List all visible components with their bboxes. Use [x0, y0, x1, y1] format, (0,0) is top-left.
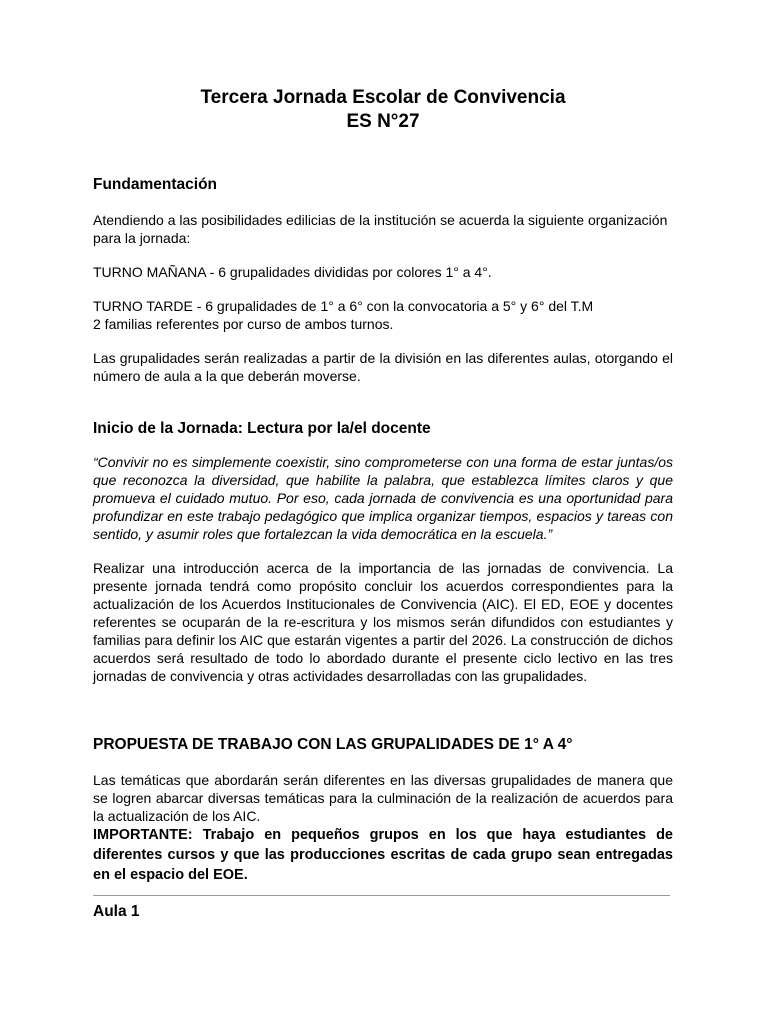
convivencia-quote: “Convivir no es simplemente coexistir, sino comprometerse con una forma de estar juntas/os que reconozca la diversidad, que habilite la palabra, que establezca límites claros y que promueva el cuidado mutuo. Por eso, cada jornada de convivencia es una oportunidad para profundizar en este trabajo pedagógico que implica organizar tiempos, espacios y tareas con sentido, y asumir roles que fortalezcan la vida democrática en la escuela.”: [93, 454, 673, 542]
turno-tarde-text: TURNO TARDE - 6 grupalidades de 1° a 6° con la convocatoria a 5° y 6° del T.M: [93, 298, 594, 314]
familias-referentes-text: 2 familias referentes por curso de ambos turnos.: [93, 316, 394, 332]
importante-note: IMPORTANTE: Trabajo en pequeños grupos en los que haya estudiantes de diferentes cursos y que las producciones escritas de cada grupo sean entregadas en el espacio del EOE.: [93, 827, 673, 883]
fundamentacion-intro: Atendiendo a las posibilidades edilicias de la institución se acuerda la siguiente organización para la jornada:: [93, 212, 668, 246]
title-line-1: Tercera Jornada Escolar de Convivencia: [200, 87, 566, 108]
propuesta-body: Las temáticas que abordarán serán diferentes en las diversas grupalidades de manera que se logren abarcar diversas temáticas para la culminación de la realización de acuerdos para la actualización de los AIC.: [93, 772, 673, 824]
propuesta-heading: PROPUESTA DE TRABAJO CON LAS GRUPALIDADES DE 1° A 4°: [93, 736, 573, 753]
title-line-2: ES N°27: [346, 111, 420, 132]
document-title: [93, 0, 673, 134]
inicio-heading: Inicio de la Jornada: Lectura por la/el docente: [93, 420, 431, 437]
fundamentacion-heading: Fundamentación: [93, 176, 218, 193]
introduccion-paragraph: Realizar una introducción acerca de la importancia de las jornadas de convivencia. La presente jornada tendrá como propósito concluir los acuerdos correspondientes para la actualización de los Acuerdos Institucionales de Convivencia (AIC). El ED, EOE y docentes referentes se ocuparán de la re-escritura y los mismos serán difundidos con estudiantes y familias para definir los AIC que estarán vigentes a partir del 2026. La construcción de dichos acuerdos será resultado de todo lo abordado durante el presente ciclo lectivo en las tres jornadas de convivencia y otras actividades desarrolladas con las grupalidades.: [93, 560, 673, 684]
grupalidades-text: Las grupalidades serán realizadas a partir de la división en las diferentes aulas, otorgando el número de aula a la que deberán moverse.: [93, 350, 673, 384]
aula-1-heading: Aula 1: [93, 903, 140, 920]
turno-manana-text: TURNO MAÑANA - 6 grupalidades divididas por colores 1° a 4°.: [93, 264, 492, 280]
